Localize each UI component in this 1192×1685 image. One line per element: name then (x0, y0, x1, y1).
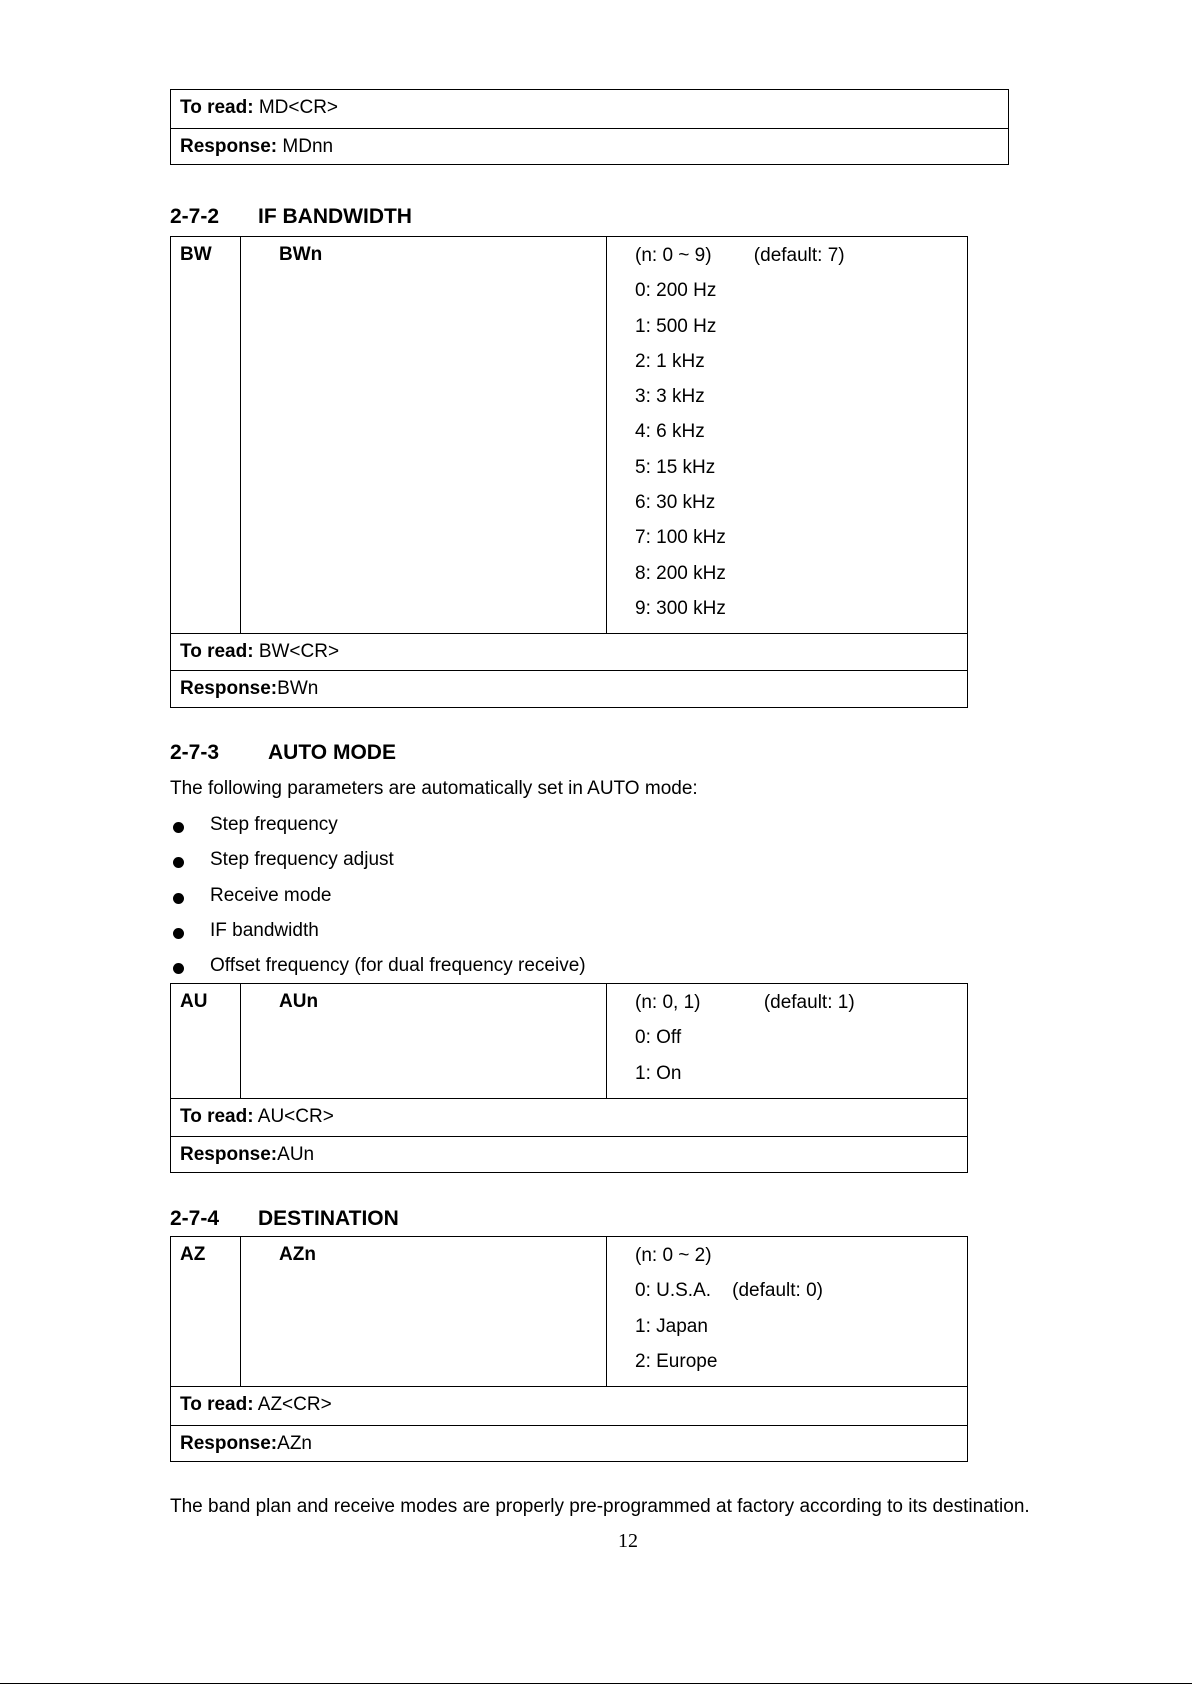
page-bottom-rule (0, 1683, 1192, 1684)
bullet-text: Receive mode (210, 884, 332, 906)
option-line: 1: Japan (635, 1315, 708, 1337)
md-read-table (170, 89, 1009, 165)
bullet-dot-icon (173, 963, 184, 974)
bw-options-cell (607, 237, 968, 634)
az-syntax-cell: AZn (241, 1237, 607, 1387)
option-line: 4: 6 kHz (635, 421, 705, 443)
bw-to-read-cell: To read: BW<CR> (171, 634, 968, 671)
bullet-text: Step frequency adjust (210, 849, 394, 871)
bw-response-cell: Response:BWn (171, 671, 968, 708)
bw-options-list (635, 245, 958, 633)
option-line: 6: 30 kHz (635, 492, 716, 514)
au-command-table (170, 983, 968, 1173)
option-line: 7: 100 kHz (635, 527, 726, 549)
bullet-dot-icon (173, 822, 184, 833)
option-line: 8: 200 kHz (635, 562, 726, 584)
option-line: 3: 3 kHz (635, 386, 705, 408)
az-to-read-cell: To read: AZ<CR> (171, 1387, 968, 1426)
option-line: (n: 0 ~ 9) (default: 7) (635, 245, 845, 266)
option-line: 5: 15 kHz (635, 456, 716, 478)
md-to-read-cell: To read: MD<CR> (171, 90, 1009, 129)
option-line: 0: U.S.A. (default: 0) (635, 1280, 823, 1302)
au-response-cell: Response:AUn (171, 1136, 968, 1172)
au-to-read-cell: To read: AU<CR> (171, 1098, 968, 1136)
page-number: 12 (618, 1530, 638, 1552)
au-command-cell: AU (171, 984, 241, 1099)
section-heading-if-bandwidth: 2-7-2 IF BANDWIDTH (170, 205, 412, 228)
option-line: 9: 300 kHz (635, 597, 726, 619)
option-line: 2: 1 kHz (635, 350, 705, 372)
footer-note: The band plan and receive modes are properly pre-programmed at factory according to its destination. (170, 1496, 1030, 1517)
option-line: 2: Europe (635, 1350, 718, 1372)
md-response-cell: Response: MDnn (171, 129, 1009, 165)
auto-mode-intro: The following parameters are automatically set in AUTO mode: (170, 778, 698, 799)
option-line: (n: 0, 1) (default: 1) (635, 992, 855, 1013)
section-heading-auto-mode: 2-7-3 AUTO MODE (170, 741, 396, 764)
bullet-dot-icon (173, 928, 184, 939)
bullet-text: IF bandwidth (210, 919, 319, 941)
az-command-cell: AZ (171, 1237, 241, 1387)
bullet-text: Step frequency (210, 814, 338, 835)
au-options-cell (607, 984, 968, 1099)
option-line: 0: Off (635, 1027, 682, 1049)
bullet-text: Offset frequency (for dual frequency receive) (210, 955, 586, 977)
az-response-cell: Response:AZn (171, 1426, 968, 1462)
option-line: 0: 200 Hz (635, 280, 717, 302)
az-command-table (170, 1236, 968, 1462)
bw-command-table (170, 236, 968, 708)
option-line: (n: 0 ~ 2) (635, 1245, 712, 1266)
option-line: 1: On (635, 1062, 682, 1084)
az-options-cell (607, 1237, 968, 1387)
bw-command-cell: BW (171, 237, 241, 634)
section-heading-destination: 2-7-4 DESTINATION (170, 1207, 399, 1230)
az-options-list (635, 1245, 958, 1386)
au-options-list (635, 992, 958, 1098)
au-syntax-cell: AUn (241, 984, 607, 1099)
bullet-dot-icon (173, 857, 184, 868)
option-line: 1: 500 Hz (635, 315, 717, 337)
bw-syntax-cell: BWn (241, 237, 607, 634)
bullet-dot-icon (173, 893, 184, 904)
